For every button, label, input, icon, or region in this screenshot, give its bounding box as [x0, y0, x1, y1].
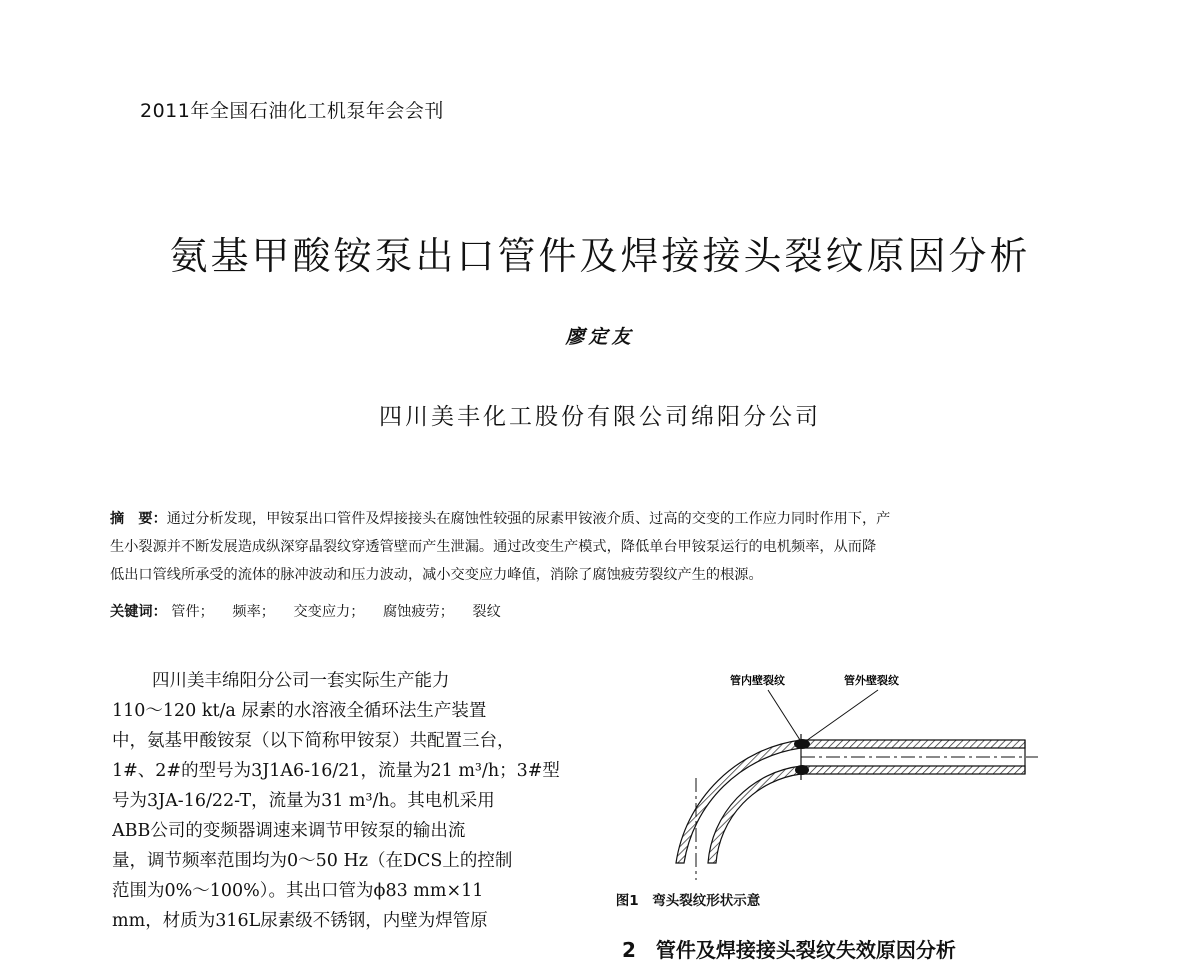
body-line: mm，材质为316L尿素级不锈钢，内壁为焊管原: [112, 911, 488, 931]
abstract-line: 生小裂源并不断发展造成纵深穿晶裂纹穿透管壁而产生泄漏。通过改变生产模式，降低单台甲铵泵运行的电机频率，从而降: [110, 539, 877, 555]
body-line: 1#、2#的型号为3J1A6-16/21，流量为21 m³/h；3#型: [112, 761, 560, 781]
body-line: ABB公司的变频器调速来调节甲铵泵的输出流: [112, 821, 466, 841]
outer-wall-crack-mark: [794, 739, 810, 749]
pipe-inner-wall: [708, 766, 1025, 863]
pipe-outer-wall: [676, 740, 1025, 863]
elbow-crack-figure: [660, 668, 1060, 888]
section-heading: 2 管件及焊接接头裂纹失效原因分析: [622, 938, 956, 962]
keywords: [110, 601, 515, 621]
body-line: 中，氨基甲酸铵泵（以下简称甲铵泵）共配置三台，: [112, 731, 515, 751]
paper-title: 氨基甲酸铵泵出口管件及焊接接头裂纹原因分析: [169, 234, 1031, 278]
body-line: 四川美丰绵阳分公司一套实际生产能力: [152, 671, 450, 691]
leader-line-outer: [806, 690, 878, 741]
keyword: 腐蚀疲劳；: [382, 604, 454, 620]
abstract-label: 摘 要：: [110, 511, 167, 527]
abstract-line: 摘 要：通过分析发现，甲铵泵出口管件及焊接接头在腐蚀性较强的尿素甲铵液介质、过高的交变的工作应力同时作用下，产: [110, 511, 891, 527]
keyword: 裂纹: [472, 604, 501, 620]
abstract-line: 低出口管线所承受的流体的脉冲波动和压力波动，减小交变应力峰值，消除了腐蚀疲劳裂纹产生的根源。: [110, 567, 763, 583]
inner-wall-crack-mark: [795, 765, 809, 775]
body-line: 号为3JA-16/22-T，流量为31 m³/h。其电机采用: [112, 791, 495, 811]
body-line: 110～120 kt/a 尿素的水溶液全循环法生产装置: [112, 701, 487, 721]
author-affiliation: 四川美丰化工股份有限公司绵阳分公司: [379, 404, 821, 430]
keywords-label: 关键词：: [110, 604, 167, 620]
keyword: 频率；: [232, 604, 275, 620]
outer-crack-label: 管外壁裂纹: [844, 674, 899, 687]
author-name: 廖定友: [565, 326, 635, 348]
figure-caption: 图1 弯头裂纹形状示意: [615, 893, 761, 909]
keyword: 交变应力；: [293, 604, 365, 620]
running-header: 2011年全国石油化工机泵年会会刊: [140, 100, 444, 122]
leader-line-inner: [768, 690, 800, 740]
body-line: 量，调节频率范围均为0～50 Hz（在DCS上的控制: [112, 851, 513, 871]
abstract: [110, 505, 1095, 589]
keyword: 管件；: [171, 604, 214, 620]
figure-caption-wrap: [0, 889, 1200, 909]
body-line: 范围为0%～100%）。其出口管为ϕ83 mm×11: [112, 881, 484, 901]
inner-crack-label: 管内壁裂纹: [730, 674, 785, 687]
